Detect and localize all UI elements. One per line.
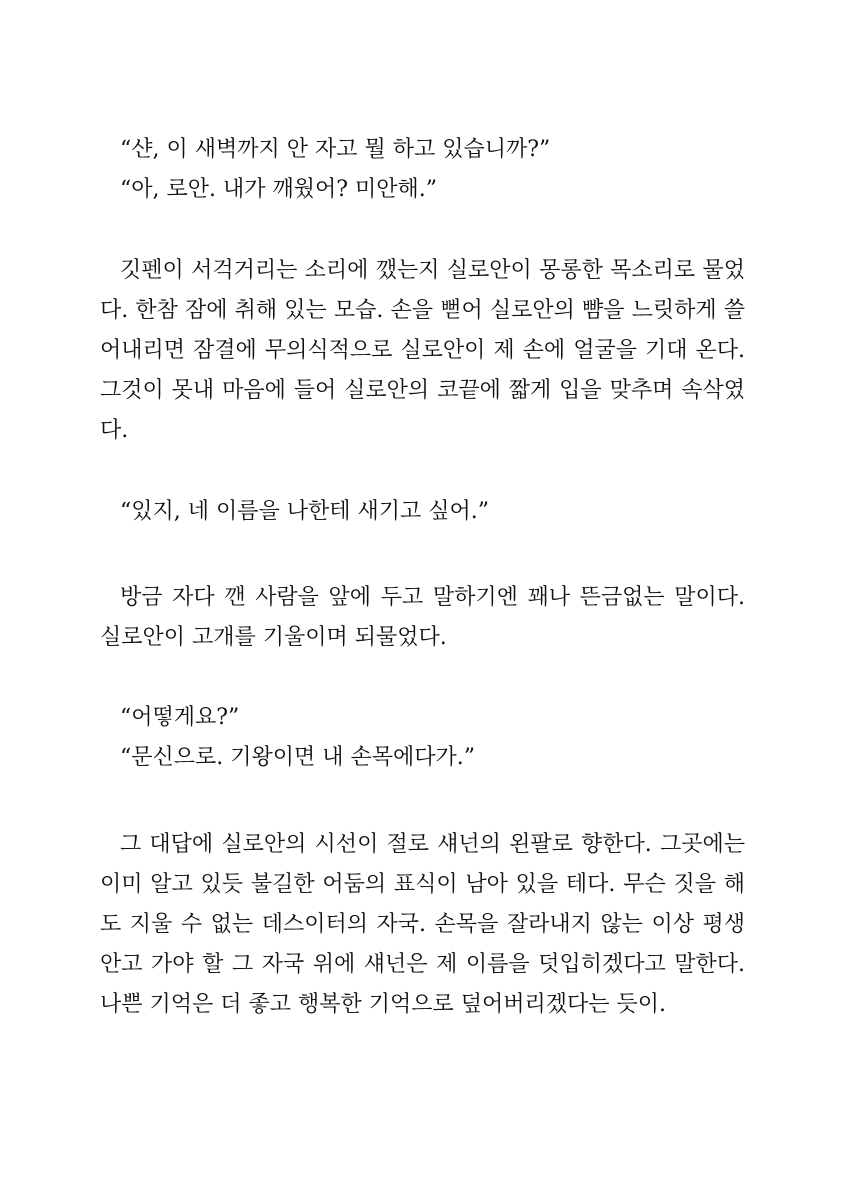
paragraph-line: 그 대답에 실로안의 시선이 절로 섀넌의 왼팔로 향한다. 그곳에는 — [120, 832, 745, 857]
paragraph-line: 다. — [100, 418, 129, 443]
paragraph-line: 안고 가야 할 그 자국 위에 섀넌은 제 이름을 덧입히겠다고 말한다. — [100, 952, 745, 977]
dialogue-line: “있지, 네 이름을 나한테 새기고 싶어.” — [120, 499, 489, 524]
dialogue-line: “아, 로안. 내가 깨웠어? 미안해.” — [120, 177, 438, 202]
paragraph-line: 방금 자다 깬 사람을 앞에 두고 말하기엔 꽤나 뜬금없는 말이다. — [120, 585, 745, 610]
paragraph-line: 도 지울 수 없는 데스이터의 자국. 손목을 잘라내지 않는 이상 평생 — [100, 912, 745, 937]
paragraph-line: 깃펜이 서걱거리는 소리에 깼는지 실로안이 몽롱한 목소리로 물었 — [120, 258, 745, 283]
dialogue-line: “샨, 이 새벽까지 안 자고 뭘 하고 있습니까?” — [120, 137, 551, 162]
dialogue-line: “문신으로. 기왕이면 내 손목에다가.” — [120, 745, 475, 770]
paragraph-line: 이미 알고 있듯 불길한 어둠의 표식이 남아 있을 테다. 무슨 짓을 해 — [100, 872, 745, 897]
paragraph-line: 어내리면 잠결에 무의식적으로 실로안이 제 손에 얼굴을 기대 온다. — [100, 338, 745, 363]
paragraph-line: 나쁜 기억은 더 좋고 행복한 기억으로 덮어버리겠다는 듯이. — [100, 992, 666, 1017]
dialogue-line: “어떻게요?” — [120, 705, 240, 730]
paragraph-line: 다. 한참 잠에 취해 있는 모습. 손을 뻗어 실로안의 뺨을 느릿하게 쓸 — [100, 298, 745, 323]
paragraph-line: 그것이 못내 마음에 들어 실로안의 코끝에 짧게 입을 맞추며 속삭였 — [100, 378, 745, 403]
paragraph-line: 실로안이 고개를 기울이며 되물었다. — [100, 625, 447, 650]
